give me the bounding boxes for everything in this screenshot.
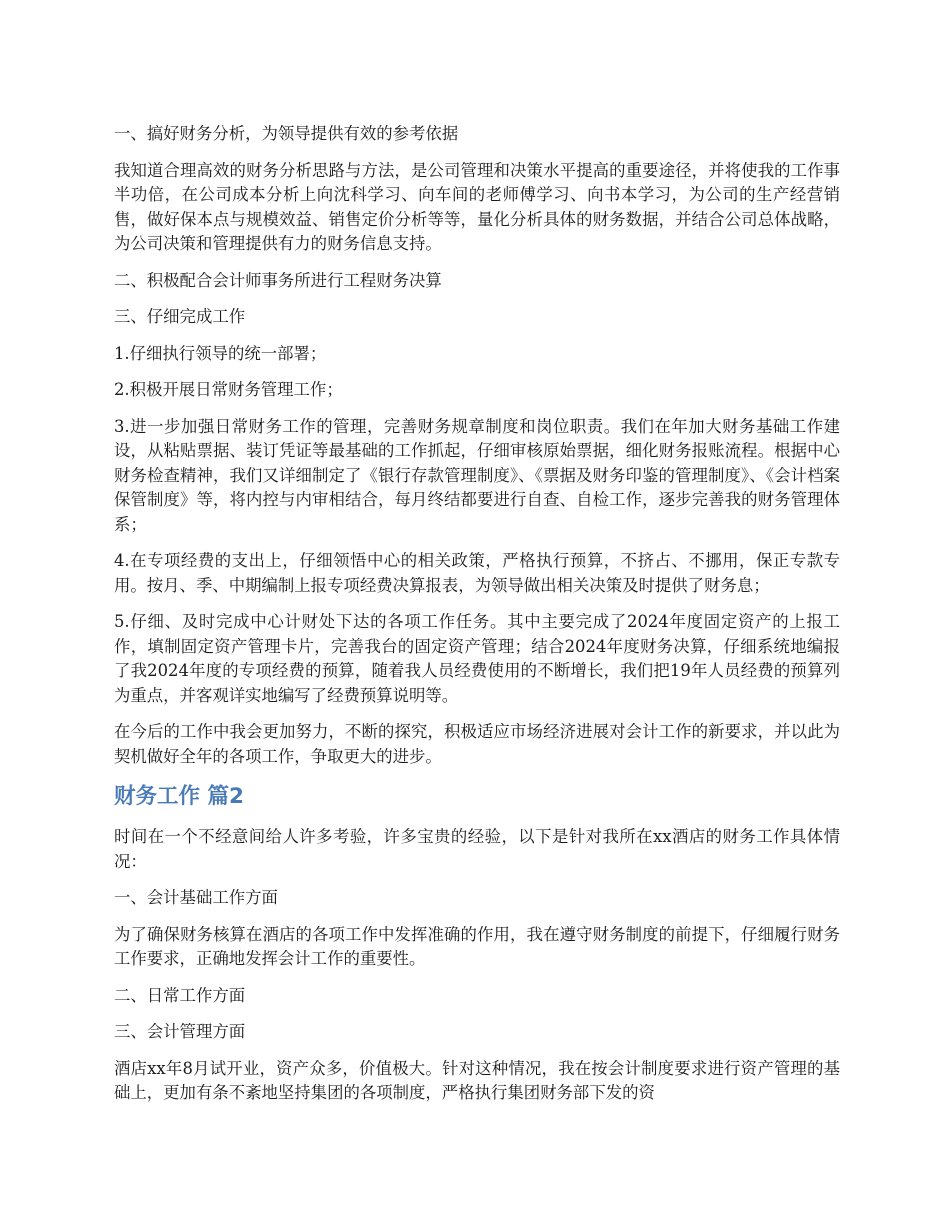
section-title-part-2: 财务工作 篇2 — [114, 784, 244, 809]
heading-accounting-basics: 一、会计基础工作方面 — [114, 888, 278, 907]
list-item-2: 2.积极开展日常财务管理工作； — [114, 380, 343, 399]
list-item-5: 5.仔细、及时完成中心计财处下达的各项工作任务。其中主要完成了2024年度固定资产的上报工作，填制固定资产管理卡片，完善我台的固定资产管理；结合2024年度财务决算，仔细系统地编报了我2024年度的专项经费的预算，随着我人员经费使用的不断增长，我们把19年人员经费的预算列为重点，并客观详实地编写了经费预算说明等。 — [114, 612, 840, 705]
list-item-1: 1.仔细执行领导的统一部署； — [114, 343, 327, 363]
list-item-3: 3.进一步加强日常财务工作的管理，完善财务规章制度和岗位职责。我们在年加大财务基础工作建设，从粘贴票据、装订凭证等最基础的工作抓起，仔细审核原始票据，细化财务报账流程。根据中心财务检查精神，我们又详细制定了《银行存款管理制度》、《票据及财务印鉴的管理制度》、《会计档案保管制度》等，将内控与内审相结合，每月终结都要进行自查、自检工作，逐步完善我的财务管理体系； — [114, 416, 840, 534]
list-item-4: 4.在专项经费的支出上，仔细领悟中心的相关政策，严格执行预算，不挤占、不挪用，保正专款专用。按月、季、中期编制上报专项经费决算报表，为领导做出相关决策及时提供了财务息； — [114, 551, 840, 595]
heading-daily-work: 二、日常工作方面 — [114, 985, 246, 1005]
heading-financial-analysis: 一、搞好财务分析，为领导提供有效的参考依据 — [114, 124, 459, 143]
heading-accounting-management: 三、会计管理方面 — [114, 1022, 246, 1041]
heading-complete-work: 三、仔细完成工作 — [114, 307, 246, 326]
paragraph-financial-analysis: 我知道合理高效的财务分析思路与方法，是公司管理和决策水平提高的重要途径，并将使我的工作事半功倍，在公司成本分析上向沈科学习、向车间的老师傅学习、向书本学习，为公司的生产经营销售，做好保本点与规模效益、销售定价分析等等，量化分析具体的财务数据，并结合公司总体战略，为公司决策和管理提供有力的财务信息支持。 — [114, 160, 840, 253]
paragraph-accounting-basics: 为了确保财务核算在酒店的各项工作中发挥准确的作用，我在遵守财务制度的前提下，仔细履行财务工作要求，正确地发挥会计工作的重要性。 — [114, 924, 840, 968]
paragraph-intro: 时间在一个不经意间给人许多考验，许多宝贵的经验，以下是针对我所在xx酒店的财务工作具体情况： — [114, 827, 840, 871]
paragraph-conclusion: 在今后的工作中我会更加努力，不断的探究，积极适应市场经济进展对会计工作的新要求，并以此为契机做好全年的各项工作，争取更大的进步。 — [114, 722, 840, 766]
paragraph-accounting-management: 酒店xx年8月试开业，资产众多，价值极大。针对这种情况，我在按会计制度要求进行资产管理的基础上，更加有条不紊地坚持集团的各项制度，严格执行集团财务部下发的资 — [114, 1058, 840, 1102]
heading-audit-cooperation: 二、积极配合会计师事务所进行工程财务决算 — [114, 270, 442, 290]
document-body — [114, 122, 840, 1118]
